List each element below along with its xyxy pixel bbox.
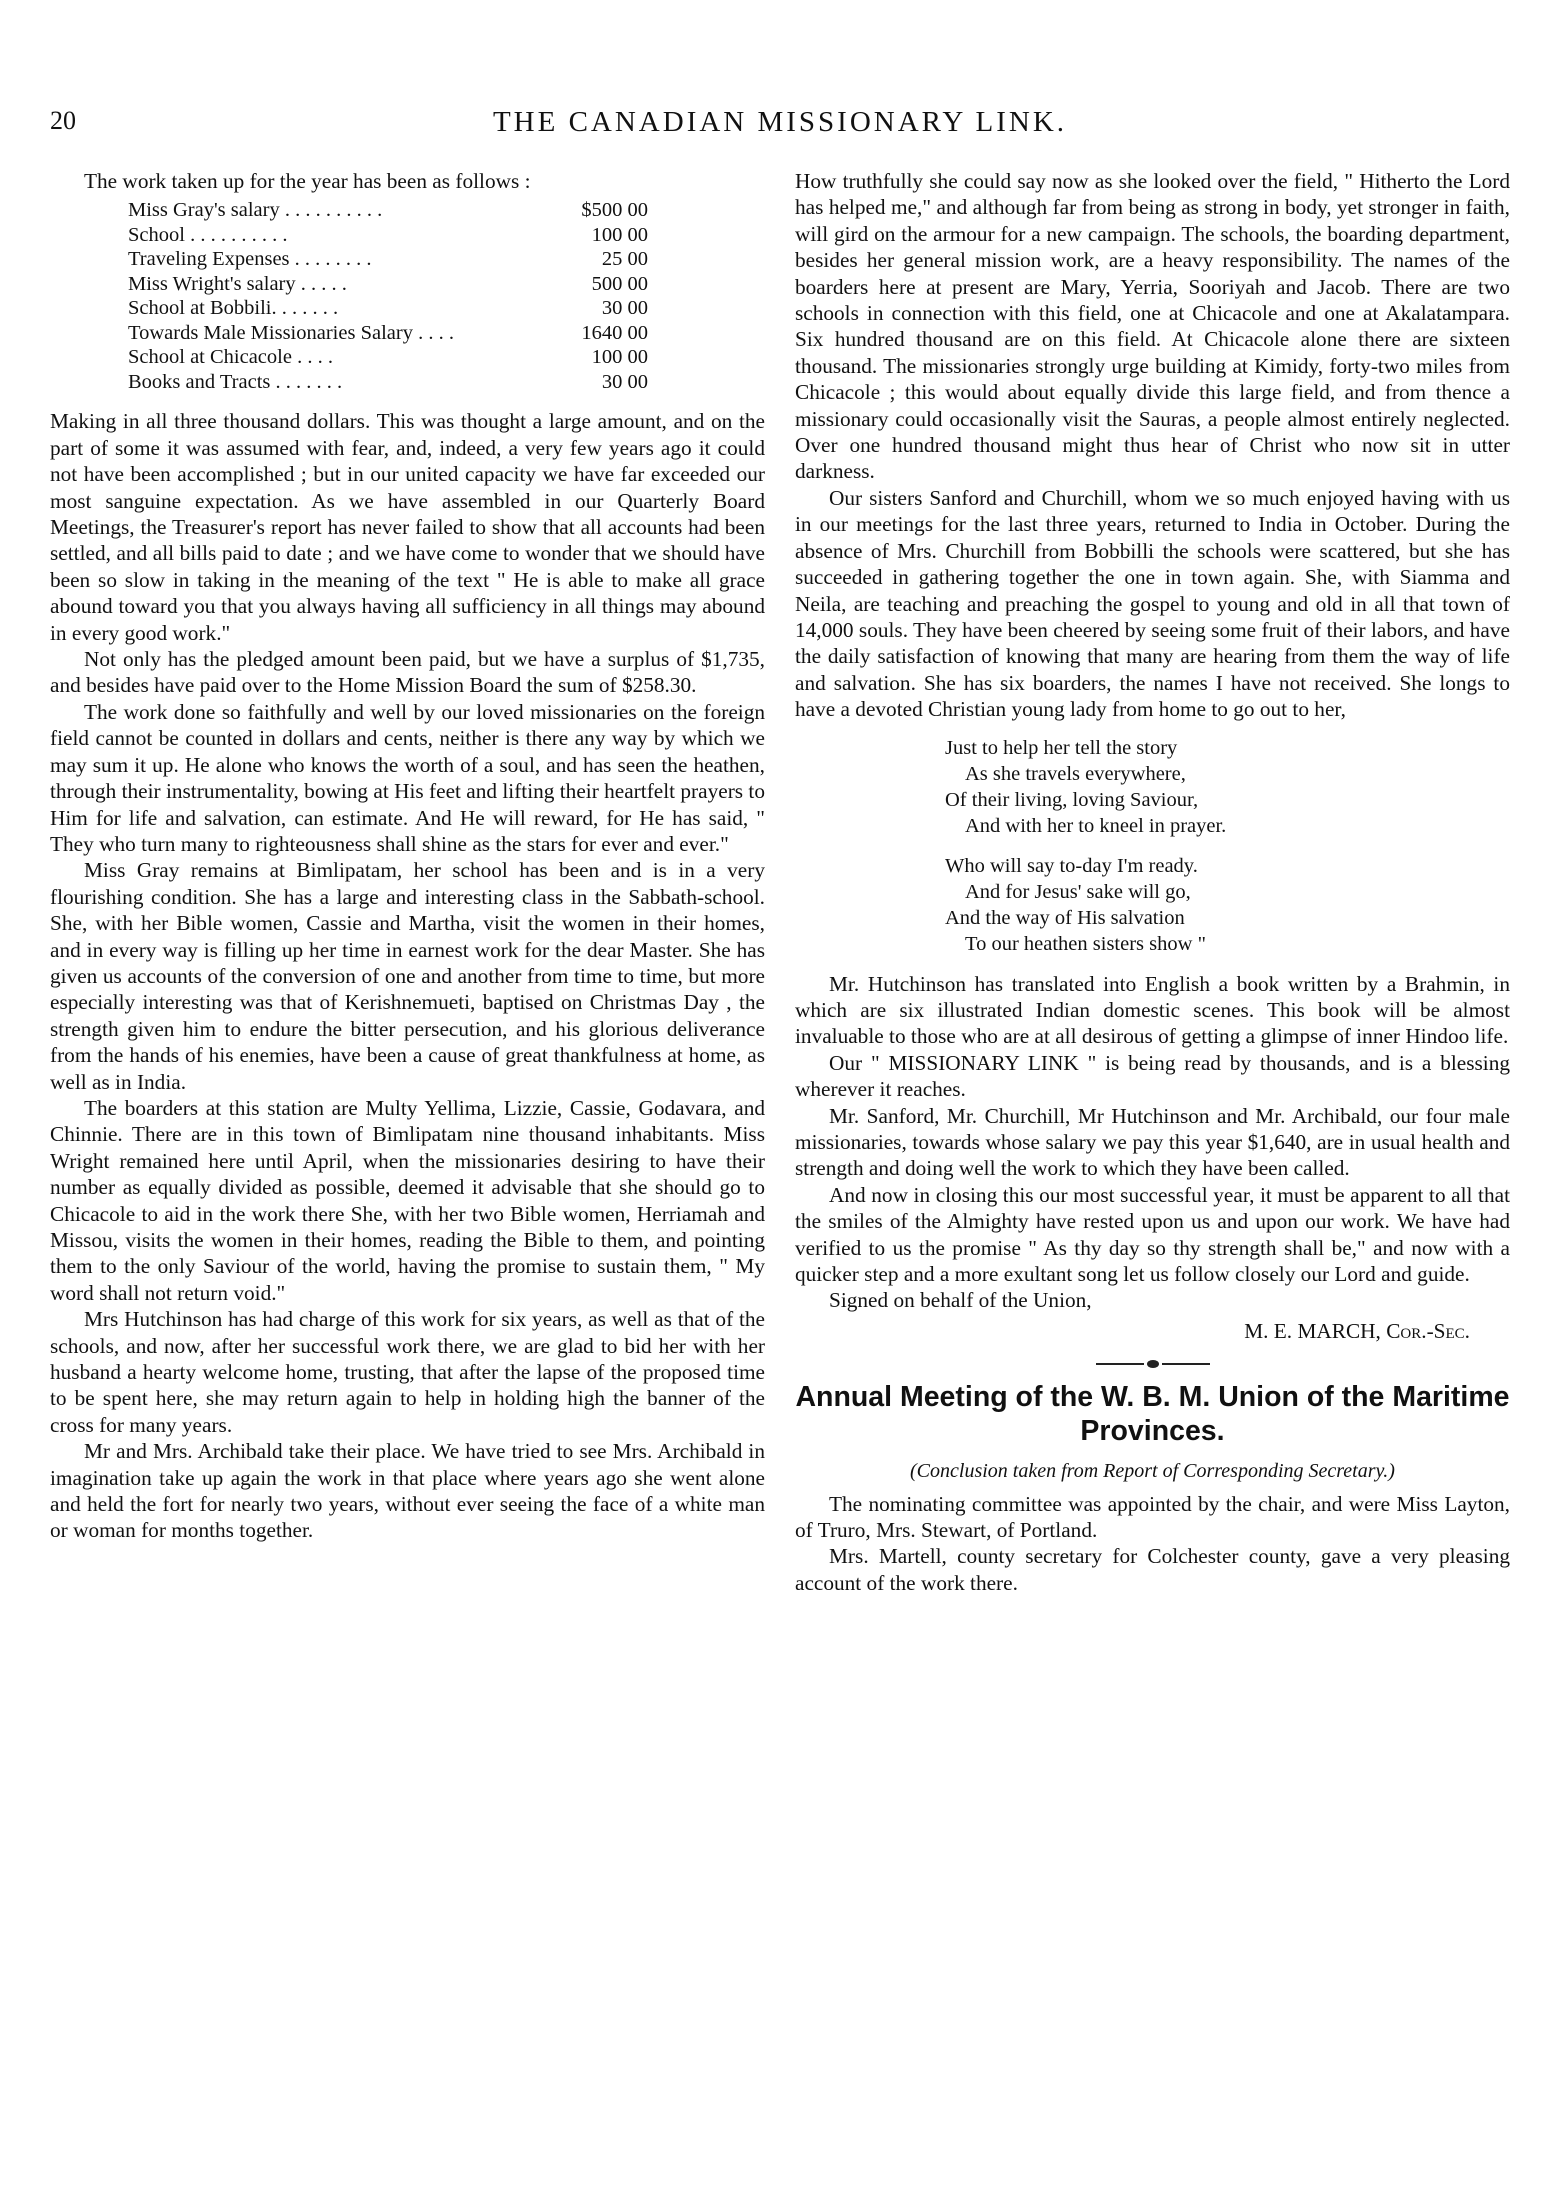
body-paragraph: Mrs. Martell, county secretary for Colchester county, gave a very pleasing account of the work there. <box>795 1544 1510 1595</box>
body-paragraph: Signed on behalf of the Union, <box>829 1288 1092 1313</box>
divider-rule <box>1162 1363 1210 1365</box>
budget-row <box>128 345 648 370</box>
section-divider <box>795 1360 1510 1368</box>
divider-rule <box>1096 1363 1144 1365</box>
body-paragraph: How truthfully she could say now as she looked over the field, " Hitherto the Lord has helped me," and although far from being as strong in body, yet stronger in faith, will gird on the armour for a new campaign. The schools, the boarding department, besides her general mission work, are a heavy responsibility. The names of the boarders here at present are Mary, Yerria, Sooriyah and Jacob. There are two schools in connection with this field, one at Chicacole and one at Akalatampara. Six hundred thousand are on this field. At Chicacole alone there are sixteen thousand. The missionaries strongly urge building at Kimidy, forty-two miles from Chicacole ; this would about equally divide this large field, and from thence a missionary could occasionally visit the Sauras, a people almost entirely neglected. Over one hundred thousand might thus hear of Christ who now sit in utter darkness. <box>795 169 1510 484</box>
article-note: (Conclusion taken from Report of Corresponding Secretary.) <box>910 1460 1395 1483</box>
budget-row <box>128 272 648 297</box>
poem-line: Who will say to-day I'm ready. <box>945 854 1198 877</box>
budget-table <box>128 198 648 394</box>
budget-amount: 25 00 <box>601 248 648 271</box>
poem-stanza <box>945 735 1510 839</box>
poem-stanza <box>945 853 1510 957</box>
budget-amount: 500 00 <box>591 272 648 295</box>
budget-row <box>128 321 648 346</box>
poem-line: And with her to kneel in prayer. <box>965 814 1227 837</box>
poem-line: And for Jesus' sake will go, <box>965 880 1191 903</box>
budget-amount: 1640 00 <box>581 321 648 344</box>
page-number: 20 <box>50 106 76 135</box>
poem-line: Just to help her tell the story <box>945 736 1178 759</box>
body-paragraph: And now in closing this our most successful year, it must be apparent to all that the smiles of the Almighty have rested upon us and upon our work. We have had verified to us the promise " As thy day so thy strength shall be," and now with a quicker step and a more exultant song let us follow closely our Lord and guide. <box>795 1182 1510 1286</box>
right-column <box>795 168 1510 1596</box>
budget-amount: $500 00 <box>581 199 648 222</box>
poem-line: And the way of His salvation <box>945 906 1185 929</box>
body-paragraph: Mrs Hutchinson has had charge of this work for six years, as well as that of the schools, and now, after her successful work there, we are glad to bid her with her husband a hearty welcome home, trusting, that after the lapse of the proposed time to be spent here, she may return again to help in holding high the banner of the cross for many years. <box>50 1307 765 1437</box>
budget-item: School . . . . . . . . . . <box>128 223 288 246</box>
body-paragraph: Not only has the pledged amount been paid, but we have a surplus of $1,735, and besides have paid over to the Home Mission Board the sum of $258.30. <box>50 647 765 698</box>
body-paragraph: The work done so faithfully and well by our loved missionaries on the foreign field cannot be counted in dollars and cents, neither is there any way by which we may sum it up. He alone who knows the worth of a soul, and has seen the heathen, through their instrumentality, bowing at His feet and lifting their heartfelt prayers to Him for life and salvation, can estimate. And He will reward, for He has said, " They who turn many to righteousness shall shine as the stars for ever and ever." <box>50 699 765 856</box>
budget-amount: 30 00 <box>601 297 648 320</box>
poem-line: As she travels everywhere, <box>965 762 1186 785</box>
budget-row <box>128 370 648 395</box>
signature: M. E. MARCH, Cor.-Sec. <box>1244 1318 1470 1343</box>
body-paragraph: Miss Gray remains at Bimlipatam, her school has been and is in a very flourishing condition. She has a large and interesting class in the Sabbath-school. She, with her Bible women, Cassie and Martha, visit the women in their homes, and in every way is filling up her time in earnest work for the dear Master. She has given us accounts of the conversion of one and another from time to time, but more especially interesting was that of Kerishnemueti, baptised on Christmas Day , the strength given him to endure the bitter persecution, and his glorious deliverance from the hands of his enemies, have been a cause of great thankfulness at home, as well as in India. <box>50 858 765 1094</box>
body-paragraph: Mr. Hutchinson has translated into English a book written by a Brahmin, in which are six illustrated Indian domestic scenes. This book will be almost invaluable to those who are at all desirous of getting a glimpse of inner Hindoo life. <box>795 971 1510 1049</box>
budget-item: Miss Gray's salary . . . . . . . . . . <box>128 199 383 222</box>
article-title: Annual Meeting of the W. B. M. Union of the Maritime Provinces. <box>795 1381 1510 1448</box>
budget-item: School at Bobbili. . . . . . . <box>128 297 339 320</box>
divider-ornament <box>1147 1360 1159 1368</box>
poem-line: Of their living, loving Saviour, <box>945 788 1199 811</box>
budget-item: Towards Male Missionaries Salary . . . . <box>128 321 454 344</box>
page-header <box>50 106 1510 146</box>
body-paragraph: Mr and Mrs. Archibald take their place. We have tried to see Mrs. Archibald in imagination take up again the work in that place where years ago she went alone and held the fort for nearly two years, without ever seeing the face of a white man or woman for months together. <box>50 1439 765 1543</box>
budget-row <box>128 223 648 248</box>
budget-row <box>128 296 648 321</box>
budget-intro: The work taken up for the year has been as follows : <box>84 169 531 193</box>
budget-amount: 30 00 <box>601 370 648 393</box>
body-paragraph: The boarders at this station are Multy Yellima, Lizzie, Cassie, Godavara, and Chinnie. There are in this town of Bimlipatam nine thousand inhabitants. Miss Wright remained here until April, when the missionaries desiring to have their number as equally divided as possible, deemed it advisable that she should go to Chicacole to aid in the work there She, with her two Bible women, Herriamah and Missou, visits the women in their homes, reading the Bible to them, and pointing them to the only Saviour of the world, having the promise to sustain them, " My word shall not return void." <box>50 1095 765 1305</box>
budget-item: Traveling Expenses . . . . . . . . <box>128 248 372 271</box>
budget-item: School at Chicacole . . . . <box>128 346 333 369</box>
budget-amount: 100 00 <box>591 223 648 246</box>
poem-line: To our heathen sisters show " <box>965 932 1206 955</box>
budget-row <box>128 247 648 272</box>
body-paragraph: The nominating committee was appointed by the chair, and were Miss Layton, of Truro, Mrs. Stewart, of Portland. <box>795 1491 1510 1543</box>
left-column <box>50 168 765 1544</box>
body-paragraph: Mr. Sanford, Mr. Churchill, Mr Hutchinson and Mr. Archibald, our four male missionaries, towards whose salary we pay this year $1,640, are in usual health and strength and doing well the work to which they have been called. <box>795 1103 1510 1181</box>
masthead-title: THE CANADIAN MISSIONARY LINK. <box>492 106 1068 138</box>
body-paragraph: Our sisters Sanford and Churchill, whom we so much enjoyed having with us in our meetings for the last three years, returned to India in October. During the absence of Mrs. Churchill from Bobbilli the schools were scattered, but she has succeeded in gathering together the one in town again. She, with Siamma and Neila, are teaching and preaching the gospel to young and old in all that town of 14,000 souls. They have been cheered by seeing some fruit of their labors, and have the daily satisfaction of knowing that many are hearing from them the way of life and salvation. She has six boarders, the names I have not received. She longs to have a devoted Christian young lady from home to go out to her, <box>795 485 1510 722</box>
body-paragraph: Our " MISSIONARY LINK " is being read by thousands, and is a blessing wherever it reaches. <box>795 1050 1510 1102</box>
budget-item: Miss Wright's salary . . . . . <box>128 272 347 295</box>
poem <box>945 735 1510 957</box>
budget-item: Books and Tracts . . . . . . . <box>128 370 343 393</box>
body-paragraph: Making in all three thousand dollars. This was thought a large amount, and on the part of some it was assumed with fear, and, indeed, a very few years ago it could not have been accomplished ; but in our united capacity we have far exceeded our most sanguine expectation. As we have assembled in our Quarterly Board Meetings, the Treasurer's report has never failed to show that all accounts had been settled, and all bills paid to date ; and we have come to wonder that we should have been so slow in taking in the meaning of the text " He is able to make all grace abound toward you that you always having all sufficiency in all things may abound in every good work." <box>50 409 765 645</box>
budget-row <box>128 198 648 223</box>
budget-amount: 100 00 <box>591 346 648 369</box>
